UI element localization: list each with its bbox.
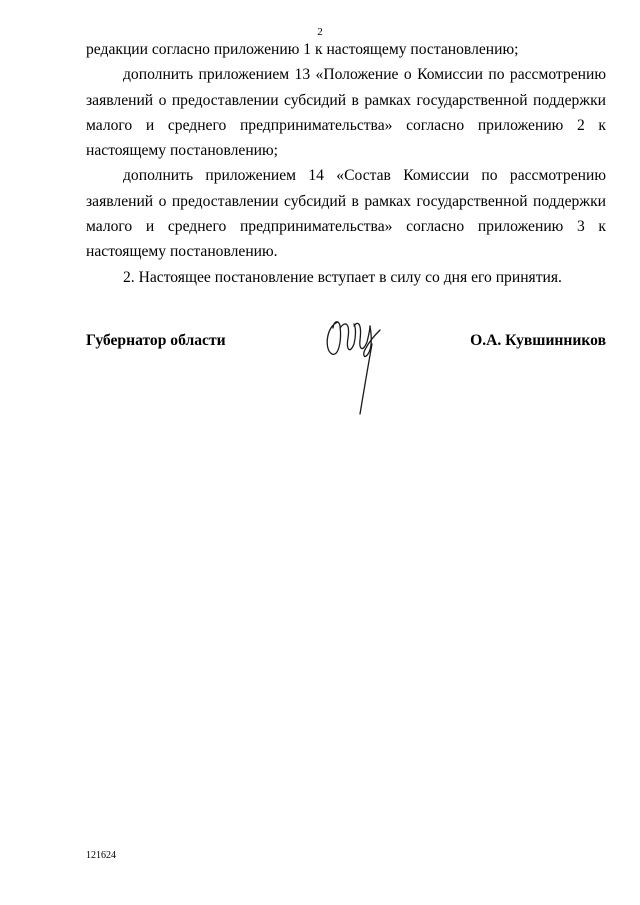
paragraph-effective-date: 2. Настоящее постановление вступает в силу со дня его принятия. [123,268,562,286]
page-number: 2 [317,26,323,38]
signatory-name: О.А. Кувшинников [470,332,606,349]
handwritten-signature [320,314,388,418]
paragraph-appendix-13: дополнить приложением 13 «Положение о Комиссии по рассмотрению заявлений о предоставлении субсидий в рамках государственной поддержки малого и среднего предпринимательства» согласно приложению 2 к настоящему постановлению; [86,66,606,160]
paragraph-continuation: редакции согласно приложению 1 к настоящему постановлению; [86,41,519,58]
document-body [86,37,606,290]
paragraph-appendix-14: дополнить приложением 14 «Состав Комиссии по рассмотрению заявлений о предоставлении субсидий в рамках государственной поддержки малого и среднего предпринимательства» согласно приложению 3 к настоящему постановлению. [86,167,606,261]
signatory-title: Губернатор области [86,332,226,349]
document-code: 121624 [86,850,116,861]
